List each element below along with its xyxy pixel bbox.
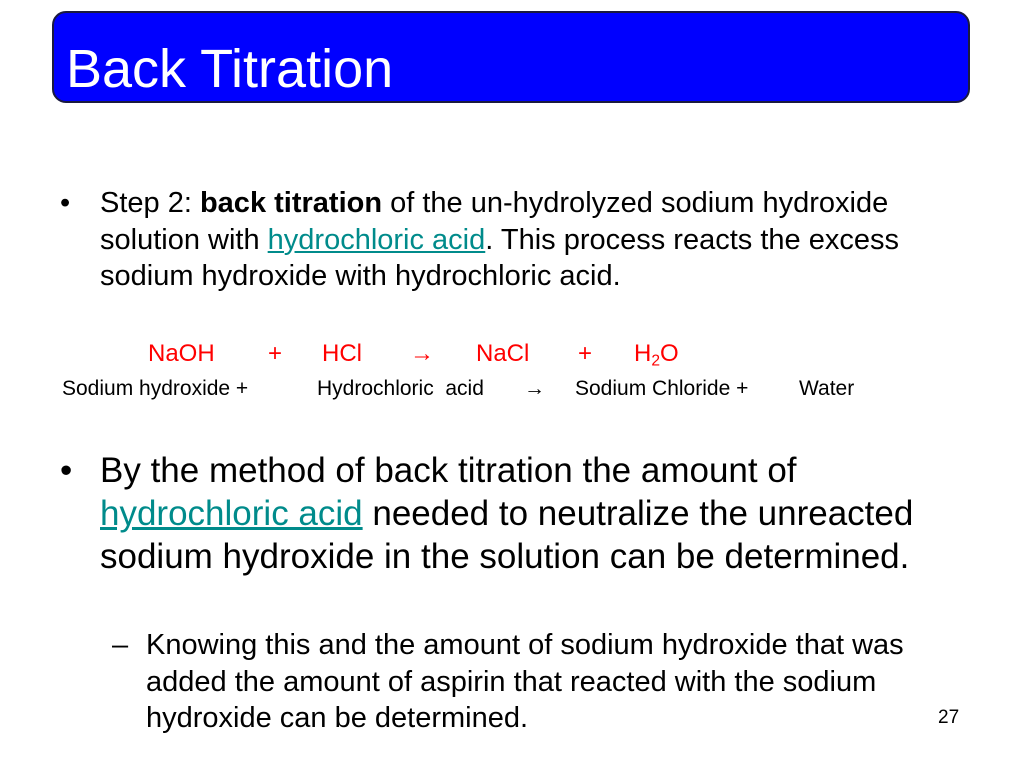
eq-plus: + xyxy=(268,340,283,367)
eq-product-water xyxy=(634,338,679,370)
page-number: 27 xyxy=(938,707,960,728)
bold-term: back titration xyxy=(199,187,383,219)
word-eq-product2: Water xyxy=(799,377,855,400)
bullet-text-part: needed to neutralize the unreacted sodium hydroxide in the solution can be determined. xyxy=(100,494,914,576)
eq-arrow-icon: → xyxy=(410,340,434,367)
sub-bullet-marker: – xyxy=(112,629,129,661)
bullet-marker: • xyxy=(60,451,73,490)
eq-water-h: H xyxy=(634,340,652,367)
eq-reactant-hcl: HCl xyxy=(322,340,362,367)
slide-title: Back Titration xyxy=(66,39,394,99)
hydrochloric-acid-link[interactable]: hydrochloric acid xyxy=(267,223,486,256)
bullet-text xyxy=(100,185,980,295)
bullet-text xyxy=(100,449,980,578)
bullet-prefix: Step 2: xyxy=(100,187,200,219)
hydrochloric-acid-link[interactable]: hydrochloric acid xyxy=(100,494,363,533)
word-eq-product1: Sodium Chloride + xyxy=(575,377,749,400)
title-bar xyxy=(52,11,970,103)
bullet-marker: • xyxy=(60,187,71,219)
word-eq-reactant1: Sodium hydroxide + xyxy=(62,377,249,400)
eq-water-o: O xyxy=(660,340,679,367)
word-eq-reactant2: Hydrochloric acid xyxy=(317,377,484,400)
sub-bullet-text: Knowing this and the amount of sodium hydroxide that was added the amount of aspirin that reacted with the sodium hydroxide can be determined. xyxy=(146,629,904,734)
word-eq-arrow-icon: → xyxy=(524,377,545,400)
bullet-text-part: By the method of back titration the amount of xyxy=(100,451,797,490)
eq-plus: + xyxy=(578,340,593,367)
bullet-text-part: of the un-hydrolyzed sodium hydroxide solution with xyxy=(100,187,889,256)
eq-water-subscript: 2 xyxy=(651,352,661,370)
bullet-text-part: . This process reacts the excess sodium hydroxide with hydrochloric acid. xyxy=(100,223,899,292)
eq-product-nacl: NaCl xyxy=(476,340,530,367)
eq-reactant-naoh: NaOH xyxy=(148,340,215,367)
